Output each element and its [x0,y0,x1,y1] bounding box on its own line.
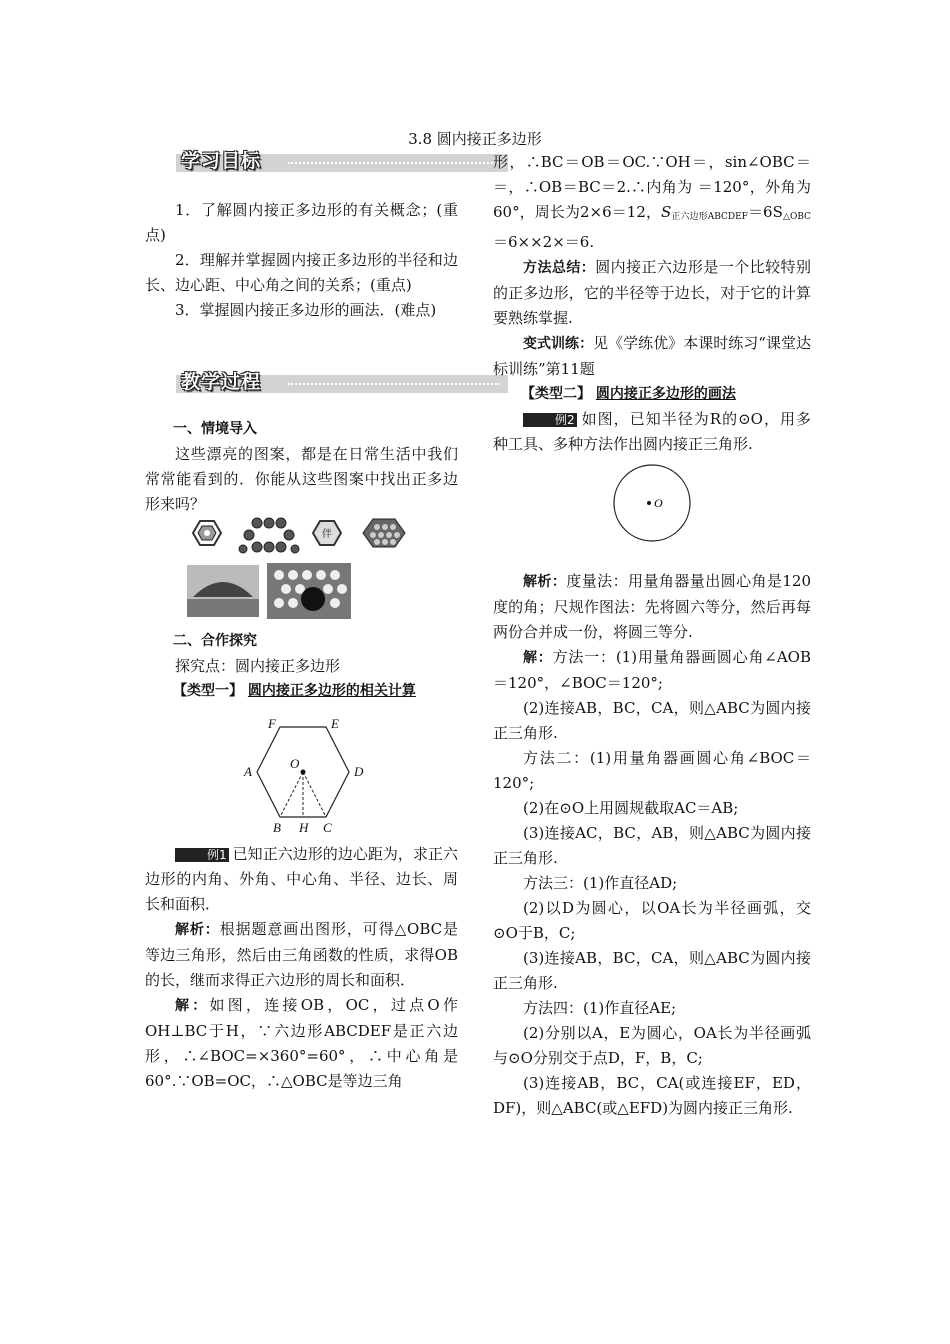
goal-item: 3．掌握圆内接正多边形的画法．(难点) [175,301,437,319]
dome-photo-icon [187,565,259,617]
section-heading: 二、合作探究 [173,633,257,649]
area-symbol: S [661,203,672,221]
method-summary [493,255,811,331]
left-column [145,148,458,1094]
solution-step: 方法一：(1)用量角器画圆心角∠AOB＝120°，∠BOC＝120°; [493,648,811,692]
label-E: E [330,716,339,731]
solution-step: 方法三：(1)作直径AD; [523,874,678,892]
label-A: A [243,764,252,779]
type2-title: 圆内接正多边形的画法 [595,386,736,402]
hexagon-diagram [222,714,382,834]
page-title: 3.8 圆内接正多边形 [408,130,542,148]
solution-step: (2)在⊙O上用圆规截取AC＝AB; [523,799,739,817]
example1-analysis [145,917,458,993]
circle-diagram [607,461,697,551]
goal-item: 1．了解圆内接正多边形的有关概念；(重点) [145,201,458,244]
area-rest: ＝6S [747,203,783,221]
solution-step: (3)连接AC，BC，AB，则△ABC为圆内接正三角形. [493,824,811,867]
solution-step: (2)分别以A，E为圆心，OA长为半径画弧与⊙O分别交于点D，F，B，C; [493,1024,811,1067]
hexagon-pattern-icon [193,521,221,545]
type2-bracket: 【类型二】 [521,386,591,402]
label-F: F [267,716,276,731]
hexagon-badge-icon [313,521,341,545]
example1-text: 已知正六边形的边心距为，求正六边形的内角、外角、中心角、半径、边长、周长和面积． [145,845,458,913]
process-banner [145,369,458,399]
pattern-images [187,517,417,629]
analysis-label: 解析： [175,922,220,938]
process-tag: 教学过程 [181,371,262,393]
method-text: 圆内接正六边形是一个比较特别的正多边形，它的半径等于边长，对于它的计算要熟练掌握. [493,258,811,327]
example2-analysis [493,569,811,645]
area-subscript: 正六边形ABCDEF [671,212,748,222]
solution-label: 解： [523,650,553,666]
example1 [145,842,458,917]
method-label: 方法总结： [523,260,596,276]
goals-banner [145,148,458,178]
intro-text: 这些漂亮的图案，都是在日常生活中我们常常能看到的．你能从这些图案中找出正多边形来吗？ [145,445,458,513]
honeycomb-photo-icon [267,563,351,619]
example2-badge: 例2 [523,413,577,427]
goal-item: 2．理解并掌握圆内接正多边形的半径和边长、边心距、中心角之间的关系；(重点) [145,251,458,294]
analysis-text: 度量法：用量角器量出圆心角是120度的角；尺规作图法：先将圆六等分，然后再每两份合并成一份，将圆三等分. [493,572,812,641]
example1-solution [145,993,458,1094]
hexagonal-ring-pattern-icon [239,518,299,553]
analysis-label: 解析： [523,574,567,590]
solution-step: (2)连接AB，BC，CA，则△ABC为圆内接正三角形. [493,699,811,742]
solution-step: (3)连接AB，BC，CA(或连接EF，ED，DF)，则△ABC(或△EFD)为圆内接正三角形. [493,1074,811,1117]
section-heading: 一、情境导入 [173,421,257,437]
explore-point: 探究点：圆内接正多边形 [175,657,341,675]
solution-step: (2)以D为圆心，以OA长为半径画弧，交⊙O于B，C; [493,899,811,942]
example1-badge: 例1 [175,848,229,862]
solution-line [493,645,811,696]
type1-title: 圆内接正多边形的相关计算 [247,683,416,699]
label-O: O [289,756,299,771]
label-H: H [298,820,308,834]
analysis-text: 根据题意画出图形，可得△OBC是等边三角形，然后由三角函数的性质，求得OB的长，继而求得正六边形的周长和面积． [145,920,458,989]
solution-step: 方法二：(1)用量角器画圆心角∠BOC＝120°; [493,749,811,792]
circle-center-label: O [654,496,663,510]
variant-training [493,331,811,382]
label-C: C [322,820,332,834]
solution-cont-text: 形，∴BC＝OB＝OC.∵OH＝，sin∠OBC＝＝，∴OB＝BC＝2.∴内角为 ＝120°，外角为60°，周长为2×6＝12， [493,153,811,221]
type1-bracket: 【类型一】 [173,683,243,699]
goals-tag: 学习目标 [181,150,262,172]
example2 [493,407,811,457]
right-column [493,150,811,1121]
solution-step: 方法四：(1)作直径AE; [523,999,677,1017]
honeycomb-pattern-icon [363,519,405,547]
solution-label: 解： [175,998,210,1014]
solution-step: (3)连接AB，BC，CA，则△ABC为圆内接正三角形. [493,949,811,992]
svg-text:伴: 伴 [321,529,332,540]
solution-continued [493,150,811,255]
area-tail: ＝6××2×＝6. [493,233,595,251]
variant-text: 见《学练优》本课时练习“课堂达标训练”第11题 [493,334,812,378]
label-B: B [272,820,281,834]
example2-text: 如图，已知半径为R的⊙O，用多种工具、多种方法作出圆内接正三角形. [493,410,811,453]
variant-label: 变式训练： [523,336,594,352]
area-subscript-2: △OBC [782,212,812,222]
solution-text: 如图，连接OB，OC，过点O作OH⊥BC于H，∵六边形ABCDEF是正六边形，∴∠BOC=×360°=60°，∴中心角是60°.∵OB=OC，∴△OBC是等边三角 [145,996,458,1090]
label-D: D [353,764,363,779]
